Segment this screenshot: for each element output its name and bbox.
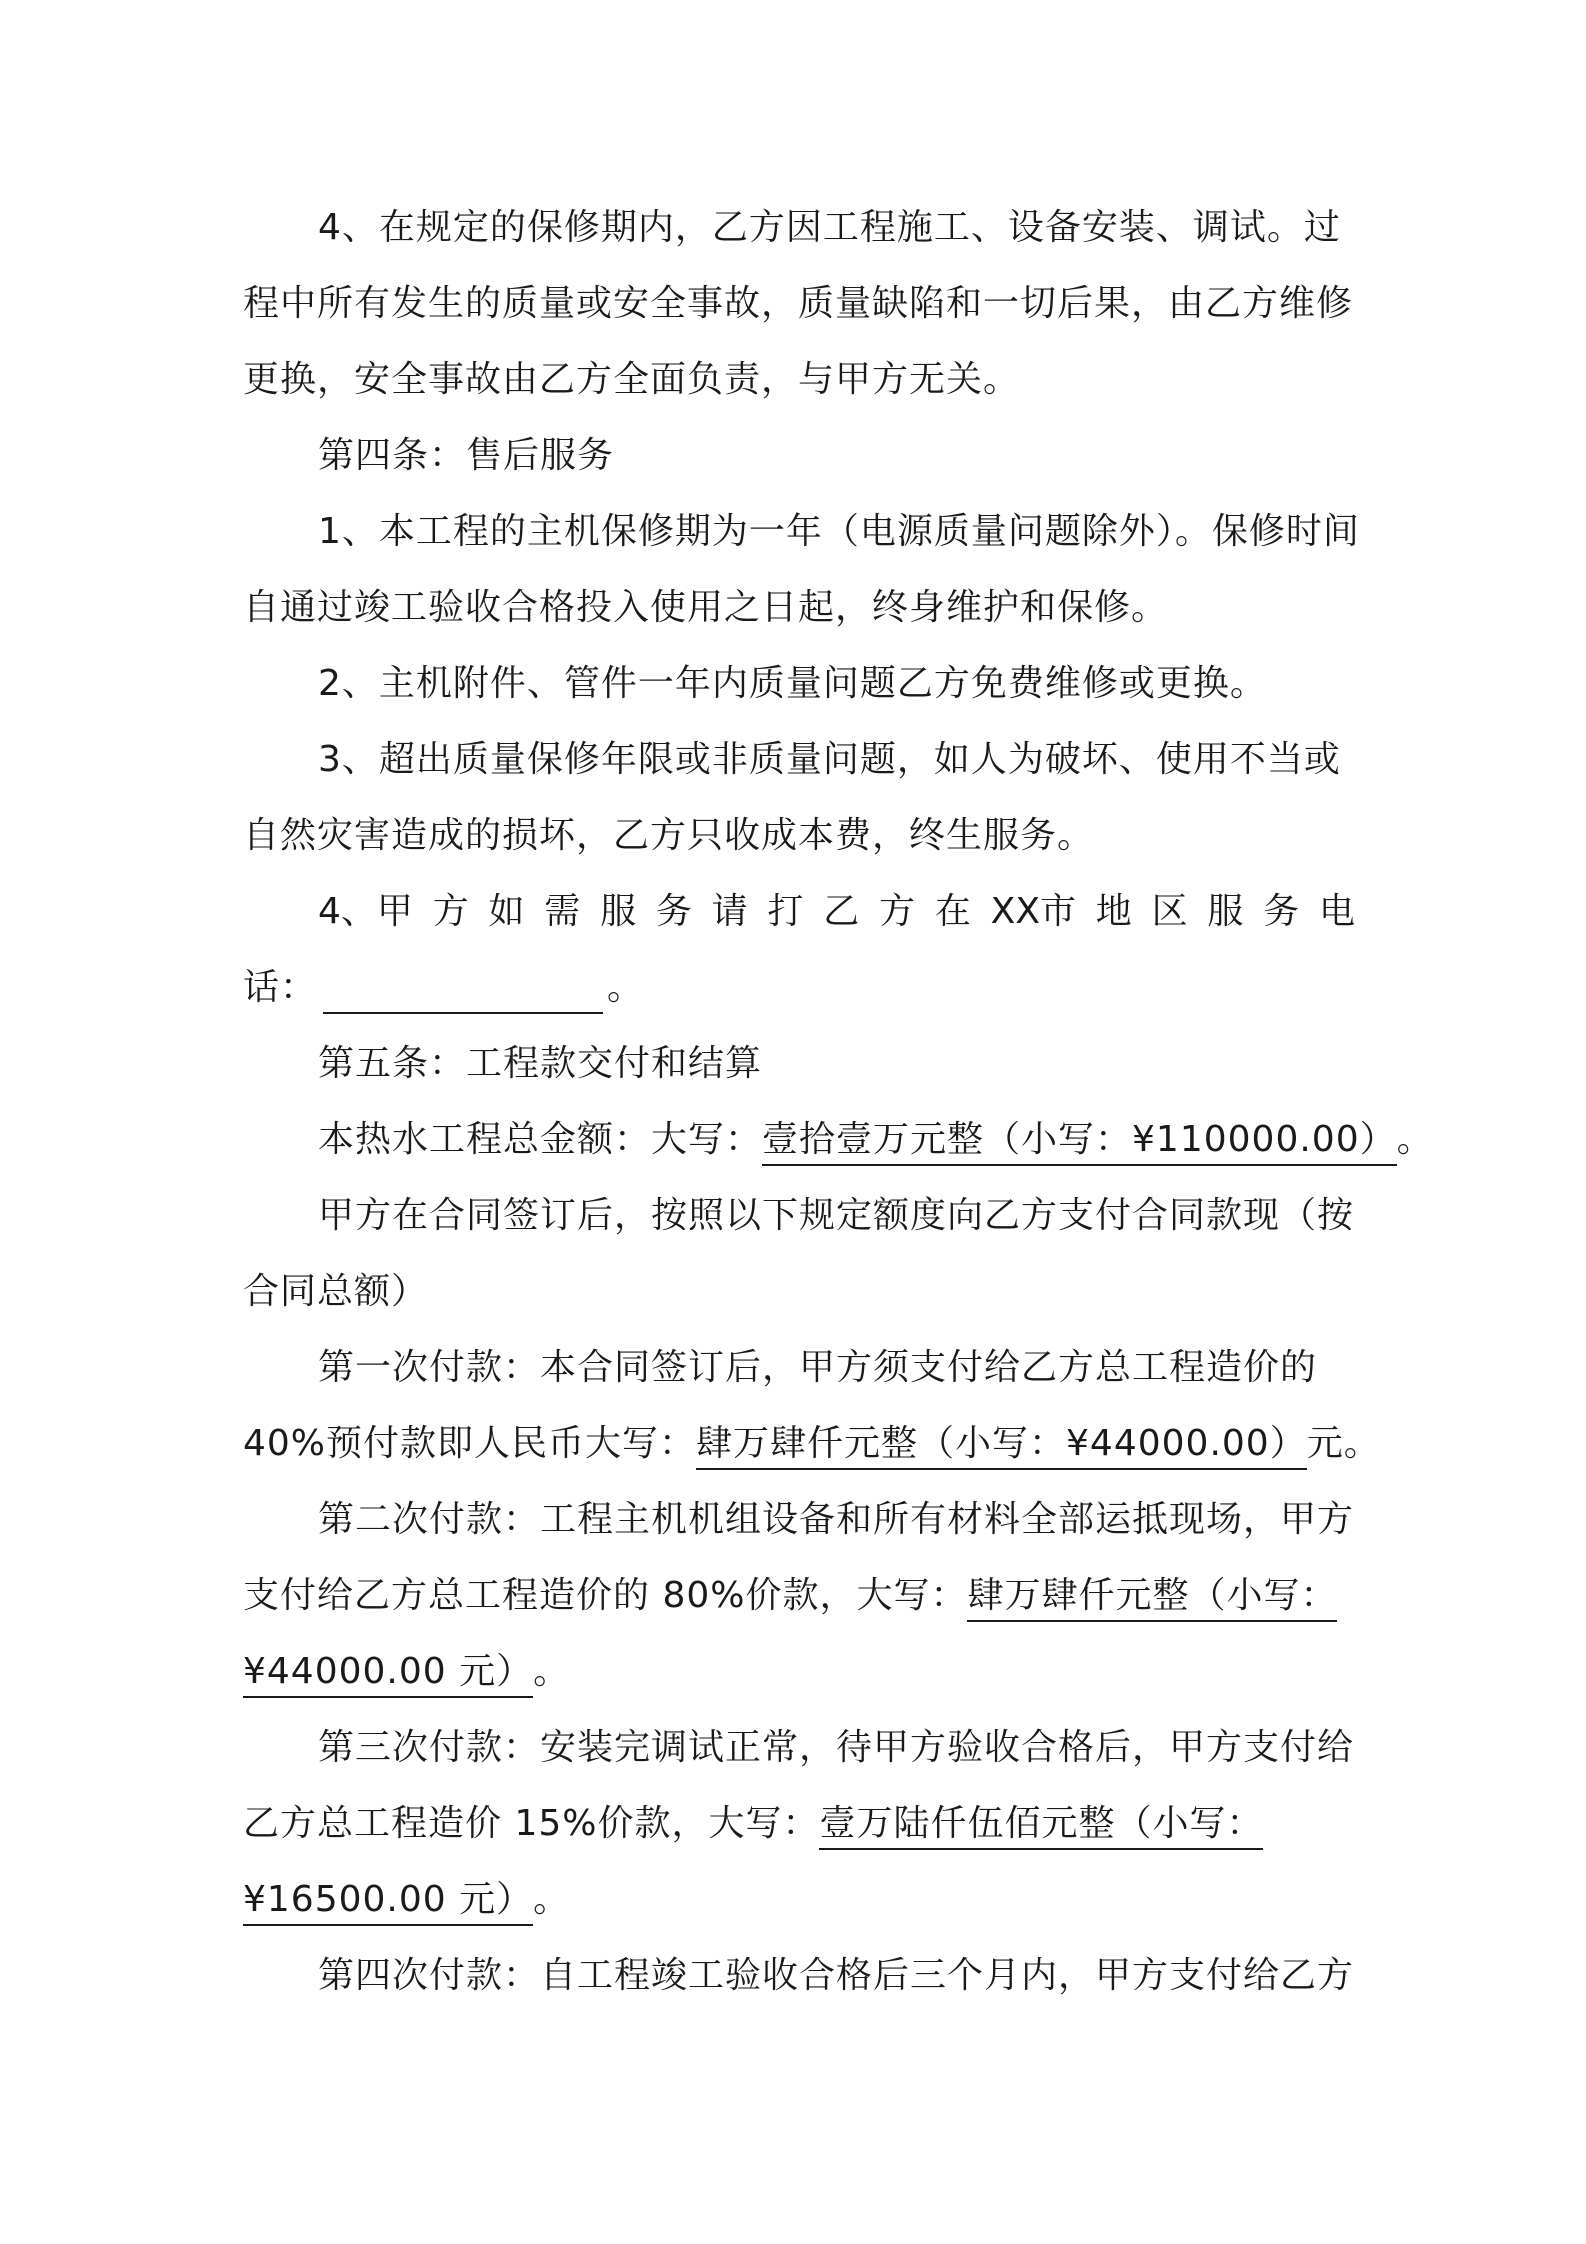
service-4-line-2 — [243, 950, 1355, 1026]
spaced-char: 务 — [1263, 891, 1300, 932]
total-amount-value: 壹拾壹万元整（小写：¥110000.00） — [762, 1116, 1397, 1166]
service-3-line-1: 3、超出质量保修年限或非质量问题，如人为破坏、使用不当或 — [318, 739, 1341, 780]
payment-2-line-2 — [243, 1558, 1355, 1634]
spaced-char: 区 — [1151, 891, 1188, 932]
payment-2-amount: 肆万肆仟元整（小写： — [967, 1572, 1337, 1622]
payment-3-amount: 壹万陆仟伍佰元整（小写： — [819, 1800, 1263, 1850]
period: 。 — [1396, 1119, 1434, 1160]
service-3-line-2: 自然灾害造成的损坏，乙方只收成本费，终生服务。 — [243, 815, 1095, 856]
service-4-line-1 — [243, 874, 1355, 950]
service-2-line-1: 2、主机附件、管件一年内质量问题乙方免费维修或更换。 — [318, 663, 1267, 704]
phone-label: 话： — [243, 967, 318, 1008]
payment-3-line-3 — [243, 1862, 1355, 1938]
spaced-char: 需 — [544, 891, 581, 932]
clause-4-line-1: 4、在规定的保修期内，乙方因工程施工、设备安装、调试。过 — [318, 207, 1341, 248]
period: 。 — [533, 1879, 571, 1920]
total-amount-line — [243, 1102, 1434, 1178]
payment-3-line-1: 第三次付款：安装完调试正常，待甲方验收合格后，甲方支付给 — [318, 1727, 1355, 1768]
spaced-char: 地 — [1095, 891, 1132, 932]
contract-page — [243, 190, 1434, 2014]
period: 。 — [607, 967, 645, 1008]
spaced-char: 务 — [655, 891, 692, 932]
payment-3-amount-cont: ¥16500.00 元） — [243, 1876, 533, 1926]
payment-3-label: 乙方总工程造价 15%价款，大写： — [243, 1803, 820, 1844]
spaced-char: 请 — [711, 891, 748, 932]
spaced-char: 方 — [879, 891, 916, 932]
spaced-char: 乙 — [823, 891, 860, 932]
payment-1-line-1: 第一次付款：本合同签订后，甲方须支付给乙方总工程造价的 — [318, 1347, 1318, 1388]
article-5-title: 第五条：工程款交付和结算 — [318, 1043, 763, 1084]
spaced-char: 服 — [1207, 891, 1244, 932]
payment-intro-line-1: 甲方在合同签订后，按照以下规定额度向乙方支付合同款现（按 — [318, 1195, 1355, 1236]
total-amount-label: 本热水工程总金额：大写： — [318, 1119, 763, 1160]
payment-1-label: 40%预付款即人民币大写： — [243, 1423, 697, 1464]
payment-2-line-1: 第二次付款：工程主机机组设备和所有材料全部运抵现场，甲方 — [318, 1499, 1355, 1540]
spaced-char: 打 — [767, 891, 804, 932]
payment-1-amount: 肆万肆仟元整（小写：¥44000.00） — [696, 1420, 1307, 1470]
spaced-char: 电 — [1318, 891, 1355, 932]
payment-1-line-2 — [243, 1406, 1381, 1482]
spaced-char: XX市 — [990, 891, 1076, 932]
spaced-char: 如 — [488, 891, 525, 932]
payment-2-amount-cont: ¥44000.00 元） — [243, 1648, 533, 1698]
spaced-char: 4、甲 — [318, 891, 413, 932]
period: 。 — [533, 1651, 571, 1692]
spaced-char: 服 — [600, 891, 637, 932]
payment-4-line-1: 第四次付款：自工程竣工验收合格后三个月内，甲方支付给乙方 — [318, 1955, 1355, 1996]
payment-2-label: 支付给乙方总工程造价的 80%价款，大写： — [243, 1575, 968, 1616]
phone-blank-field[interactable] — [323, 964, 603, 1014]
spaced-char: 在 — [934, 891, 971, 932]
service-1-line-2: 自通过竣工验收合格投入使用之日起，终身维护和保修。 — [243, 587, 1169, 628]
payment-2-line-3 — [243, 1634, 1355, 1710]
payment-intro-line-2: 合同总额） — [243, 1271, 429, 1312]
payment-1-suffix: 元。 — [1306, 1423, 1381, 1464]
spaced-char: 方 — [432, 891, 469, 932]
clause-4-line-3: 更换，安全事故由乙方全面负责，与甲方无关。 — [243, 359, 1021, 400]
clause-4-line-2: 程中所有发生的质量或安全事故，质量缺陷和一切后果，由乙方维修 — [243, 283, 1354, 324]
payment-3-line-2 — [243, 1786, 1355, 1862]
article-4-title: 第四条：售后服务 — [318, 435, 615, 476]
service-1-line-1: 1、本工程的主机保修期为一年（电源质量问题除外）。保修时间 — [318, 511, 1360, 552]
